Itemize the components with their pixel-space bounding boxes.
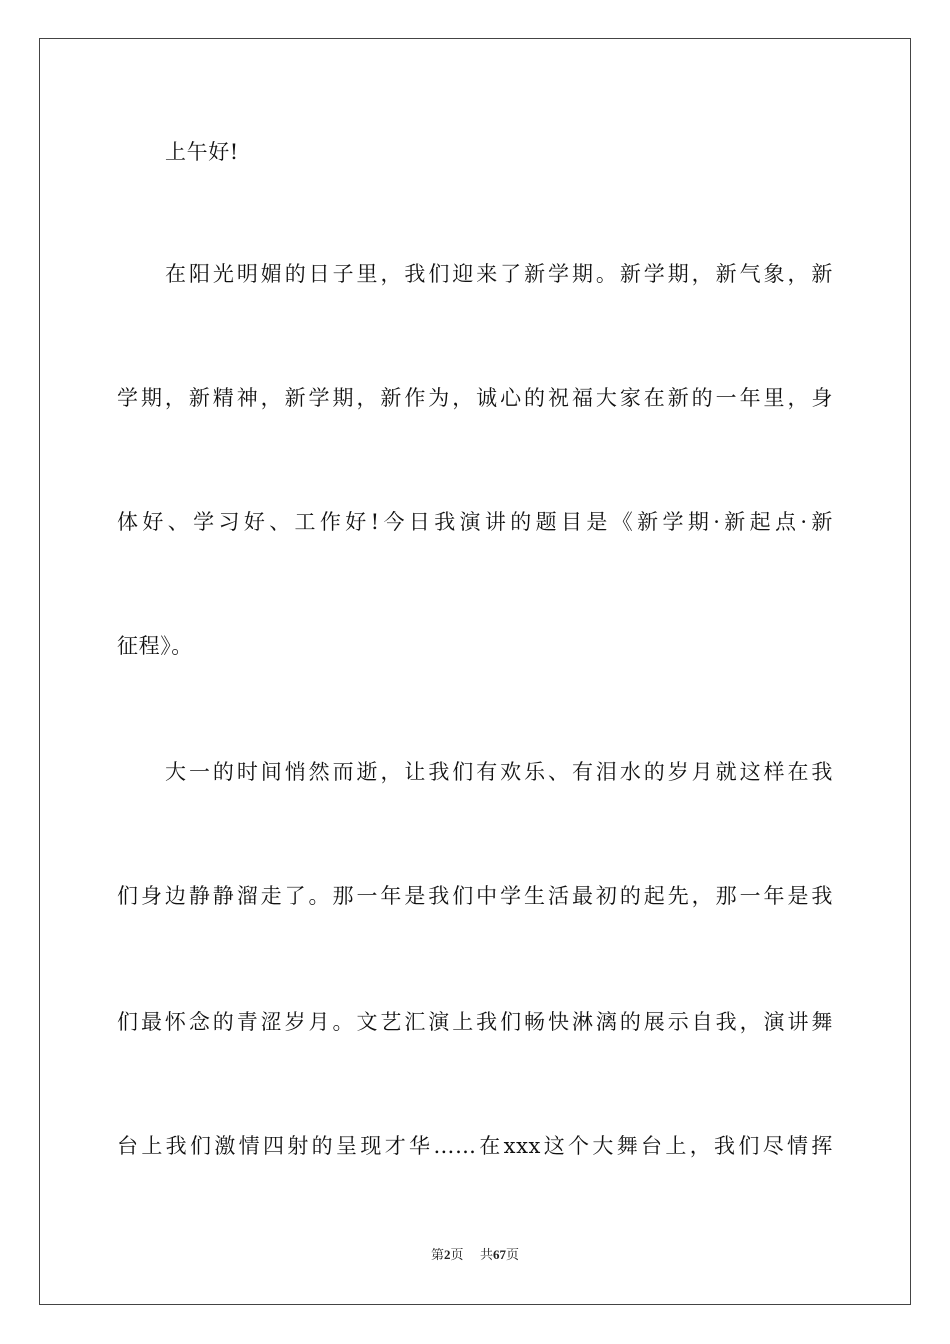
paragraph-line: 在阳光明媚的日子里，我们迎来了新学期。新学期，新气象，新 — [165, 262, 833, 286]
paragraph-line: 学期，新精神，新学期，新作为，诚心的祝福大家在新的一年里，身 — [117, 386, 833, 410]
paragraph-line: 大一的时间悄然而逝，让我们有欢乐、有泪水的岁月就这样在我 — [165, 760, 833, 784]
page-footer — [0, 1246, 950, 1265]
paragraph-line: 们最怀念的青涩岁月。文艺汇演上我们畅快淋漓的展示自我，演讲舞 — [117, 1010, 833, 1034]
total-pages: 67 — [493, 1247, 507, 1262]
paragraph-line: 台上我们激情四射的呈现才华……在xxx这个大舞台上，我们尽情挥 — [117, 1134, 833, 1158]
page-number: 2 — [443, 1247, 451, 1262]
page-prefix: 第 — [430, 1248, 444, 1263]
paragraph-line: 征程》。 — [117, 634, 193, 658]
total-suffix: 页 — [506, 1248, 520, 1263]
total-prefix: 共 — [480, 1248, 494, 1263]
paragraph-line: 们身边静静溜走了。那一年是我们中学生活最初的起先，那一年是我 — [117, 884, 833, 908]
paragraph-line: 体好、学习好、工作好!今日我演讲的题目是《新学期·新起点·新 — [117, 510, 833, 534]
page-suffix: 页 — [450, 1248, 464, 1263]
page-border — [39, 38, 911, 1305]
greeting-line: 上午好! — [165, 140, 239, 164]
